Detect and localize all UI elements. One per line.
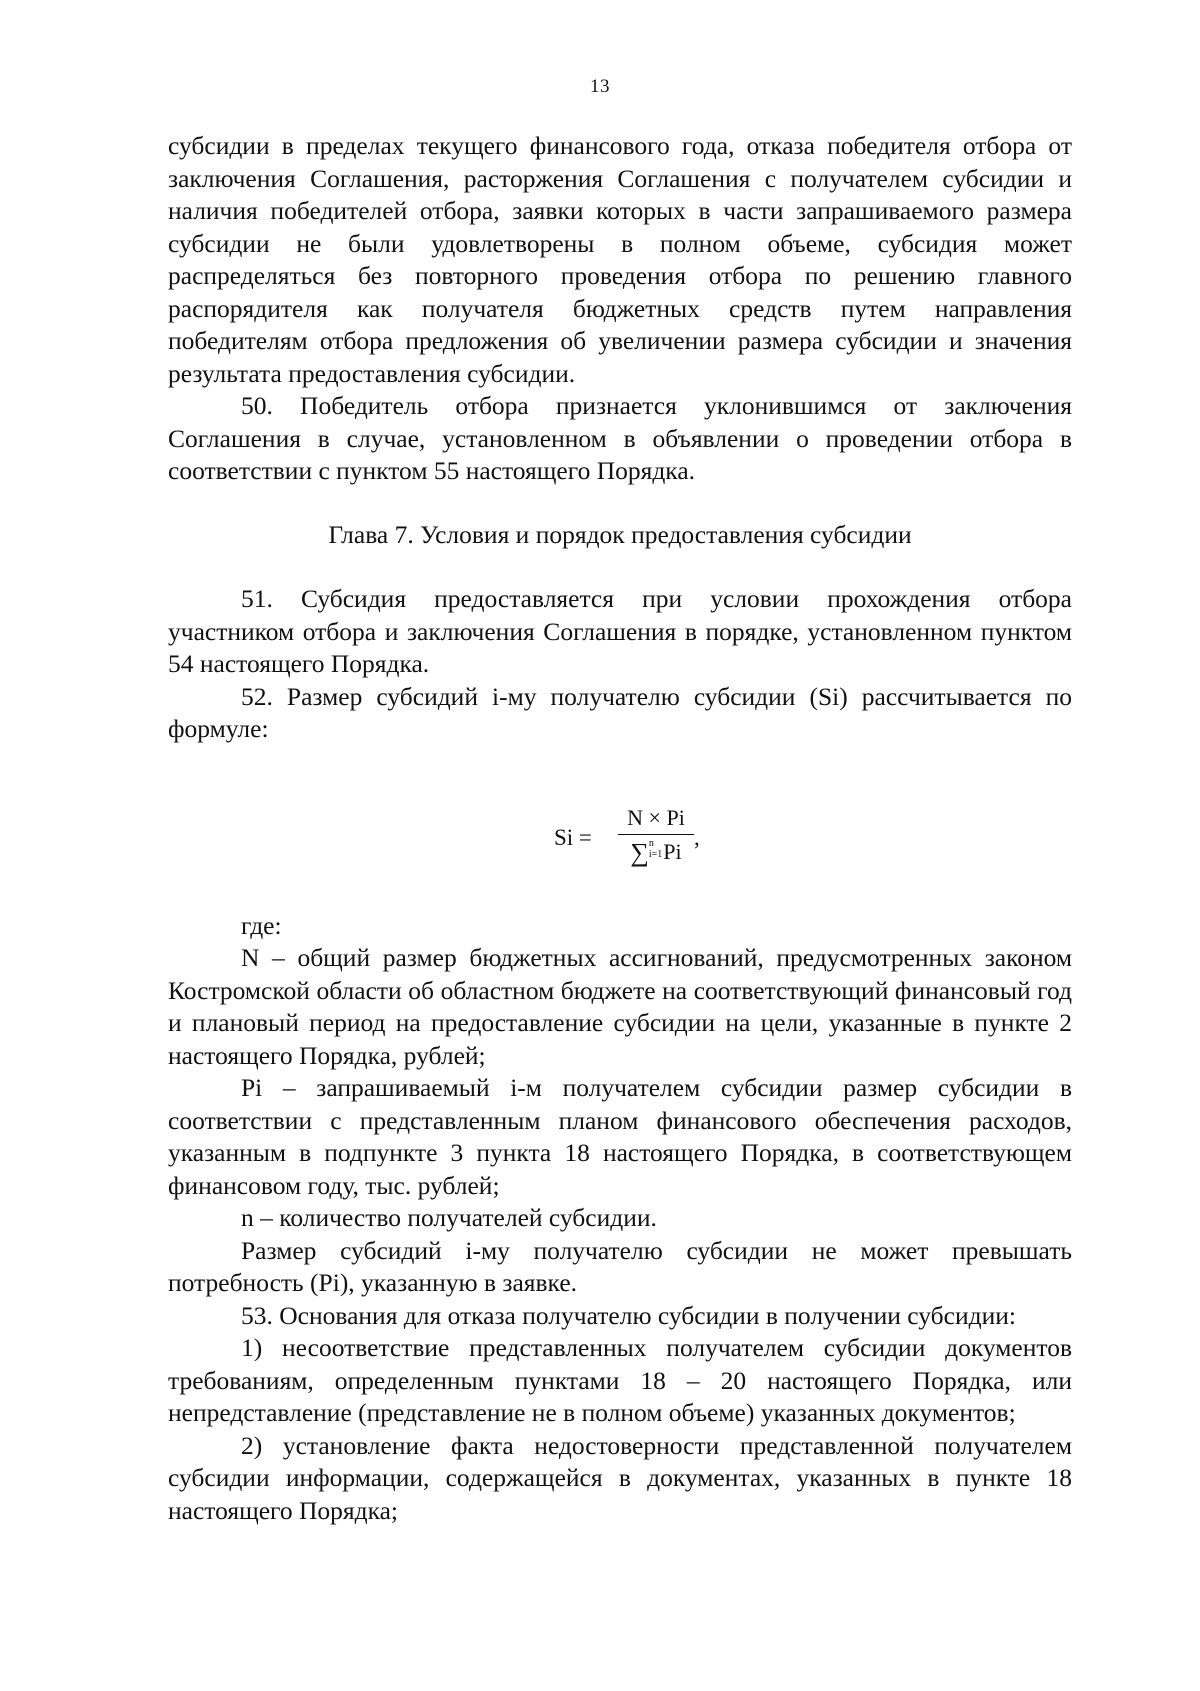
paragraph-limit: Размер субсидий i-му получателю субсидии не может превышать потребность (Pi), указанную в заявке. <box>168 1235 1072 1297</box>
definition-n-total: N – общий размер бюджетных ассигнований, предусмотренных законом Костромской области об областном бюджете на соответствующий финансовый год и плановый период на предоставление субсидии на цели, указанные в пункте 2 настоящего Порядка, рублей; <box>168 943 1072 1070</box>
denominator-variable: Pi <box>663 838 682 864</box>
definition-pi: Pi – запрашиваемый i-м получателем субсидии размер субсидии в соответствии с представленным планом финансового обеспечения расходов, указанным в подпункте 3 пункта 18 настоящего Порядка, в соответствующем финансовом году, тыс. рублей; <box>168 1073 1072 1200</box>
document-body <box>168 130 1072 1527</box>
formula-fraction <box>618 802 694 869</box>
paragraph-where: где: <box>241 910 282 940</box>
formula-trailing-comma: , <box>694 824 700 850</box>
list-item-2: 2) установление факта недостоверности представленной получателем субсидии информации, содержащейся в документах, указанных в пункте 18 настоящего Порядка; <box>168 1430 1072 1525</box>
sum-lower-limit: i=1 <box>648 848 663 860</box>
list-item-1: 1) несоответствие представленных получателем субсидии документов требованиям, определенным пунктами 18 – 20 настоящего Порядка, или непредставление (представление не в полном объеме) указанных документов; <box>168 1333 1072 1427</box>
paragraph-51: 51. Субсидия предоставляется при условии прохождения отбора участником отбора и заключения Соглашения в порядке, установленном пунктом 54 настоящего Порядка. <box>168 584 1072 678</box>
paragraph-50: 50. Победитель отбора признается уклонившимся от заключения Соглашения в случае, установленном в объявлении о проведении отбора в соответствии с пунктом 55 настоящего Порядка. <box>168 391 1072 485</box>
sum-limits <box>649 838 662 860</box>
formula-numerator: N × Pi <box>627 804 685 830</box>
formula-block <box>168 746 1072 910</box>
formula-lhs: Si = <box>554 824 592 850</box>
page-number: 13 <box>590 76 610 97</box>
definition-n-count: n – количество получателей субсидии. <box>241 1203 657 1232</box>
paragraph-52: 52. Размер субсидий i-му получателю субсидии (Si) рассчитывается по формуле: <box>168 681 1072 743</box>
sigma-symbol: ∑ <box>630 837 649 867</box>
paragraph-continuation: субсидии в пределах текущего финансового года, отказа победителя отбора от заключения Соглашения, расторжения Соглашения с получателем субсидии и наличия победителей отбора, заявки которых в части запрашиваемого размера субсидии не были удовлетворены в полном объеме, субсидия может распределяться без повторного проведения отбора по решению главного распорядителя как получателя бюджетных средств путем направления победителям отбора предложения об увеличении размера субсидии и значения результата предоставления субсидии. <box>168 131 1072 388</box>
paragraph-53: 53. Основания для отказа получателю субсидии в получении субсидии: <box>241 1300 1016 1330</box>
chapter-heading: Глава 7. Условия и порядок предоставления субсидии <box>328 519 912 549</box>
sum-upper-limit: n <box>648 837 654 849</box>
formula-denominator <box>618 835 694 869</box>
